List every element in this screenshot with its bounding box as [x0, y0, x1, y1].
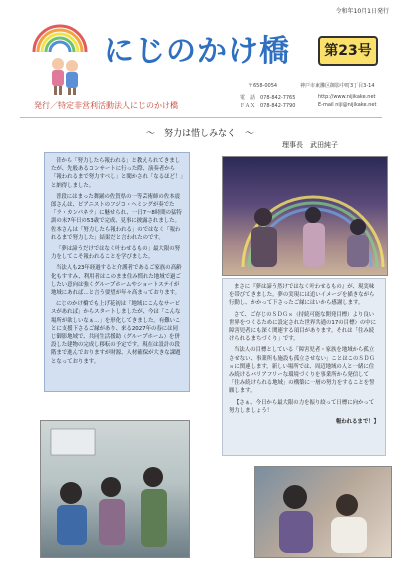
address: 神戸市東灘区御影中町3丁目3-14 — [300, 83, 375, 89]
issue-badge: 第23号 — [318, 36, 378, 66]
publisher-line: 発行／特定非営利活動法人にじのかけ橋 — [34, 101, 178, 110]
paragraph: まさに『夢は諦う然けではなく叶わせるもの』が、現実味を帯びてきました。夢の実現には追いイメージを描きながら行動し、かかって下さったご縁にはいから感謝します。 — [229, 284, 375, 307]
paragraph: にじのかけ橋でも上げ花初は「地域にこんなサービスがあれば」からスタートしましたが、今は「こんな場所が欲しいなぁ…」を形化してきました。有難いことに支援下さるご縁があり、来る2027年の春には同じ御影地域で、共同生活援助（グループホーム）を併設した建物の完成し移転の予定です。現在は設計の段階まで進んでおりますが財源、人材確保が大きな課題となっております。 — [51, 301, 181, 365]
paragraph: 「夢は諦うだけではなく叶わせるもの」最大限の努力をしてこそ報われることを学びました。 — [51, 246, 180, 261]
newsletter-title: にじのかけ橋 — [104, 34, 290, 69]
children-illustration — [48, 56, 82, 96]
website-url: http://www.nijikake.net — [318, 94, 376, 100]
header-divider — [20, 117, 382, 118]
paragraph: 当法人も23年経過すると介護者であるご家族の高齢化もすすみ、利用者はこのまま住み慣れた地域で過ごしたい意向は強くグループホームやショートステイが地域にあれば…と言う要望が年々高まっております。 — [51, 265, 182, 297]
fax-number: ＦＡＸ 078-842-7790 — [240, 103, 296, 109]
article-author: 理事長 武田純子 — [282, 141, 338, 149]
paragraph: 【さぁ、今日から最大限の力を振り絞って日標に向かって努力しましょう！ — [229, 399, 375, 414]
paragraph: 当法人の目標としている「障害児者・家族を地域から孤立させない、事業所も施設も孤立させない」ことはこのＳＤＧｓに関連します。新しい場所では、周辺地域の人と一緒に住み続けるバリアフリーな環境づくりを事業所から発信して「住み続けられる地域」の構築に一層の努力をすることを誓願します。 — [229, 347, 375, 395]
email-address: E-mail niji@nijikake.net — [318, 102, 377, 108]
paragraph: さて、ご存じのＳＤＧｓ（持続可能な開発目標）より良い世界をつくるために設定された世界共通の17の目標）の中に障害児者にも深く関連する項目があります。それは「住み続けられるまちづくり」です。 — [229, 311, 377, 343]
postal-code: 〒658-0054 — [248, 83, 278, 89]
phone-number: 電 話 078-842-7765 — [240, 95, 296, 101]
classroom-activity-photo — [40, 420, 190, 558]
article-left-column — [44, 152, 190, 392]
article-heading: ～ 努力は惜しみなく ～ — [146, 129, 255, 139]
article-right-column — [222, 278, 386, 456]
rainbow-logo — [30, 14, 90, 54]
rainbow-viewing-photo — [222, 156, 388, 276]
paragraph: 普段にはまった舞踊の佐賀県の一等芸術師の佐本震郎さんは、ピアニストのフジコ・ヘミングが奏でた「ラ・カンパネラ」に魅せられ、一日7～8時間の猛特訓の末7年日の53歳で完成、見事に披露されました。佐本さんは「努力したら報われる」のではなく「報われるまで努力した」結果だと言われたのです。 — [51, 193, 182, 241]
closing-line: 報われるまで！】 — [335, 419, 379, 426]
paragraph: 昔から「努力したら報われる」と教えられてきましたが、先般あるコンサートに行った際、演奏者から「報われるまで努力すべし」と聞かされ「なるほど！」と納得しました。 — [51, 158, 183, 189]
issue-date: 令和年10月1日発行 — [335, 8, 389, 15]
caregiver-child-photo — [254, 466, 392, 558]
